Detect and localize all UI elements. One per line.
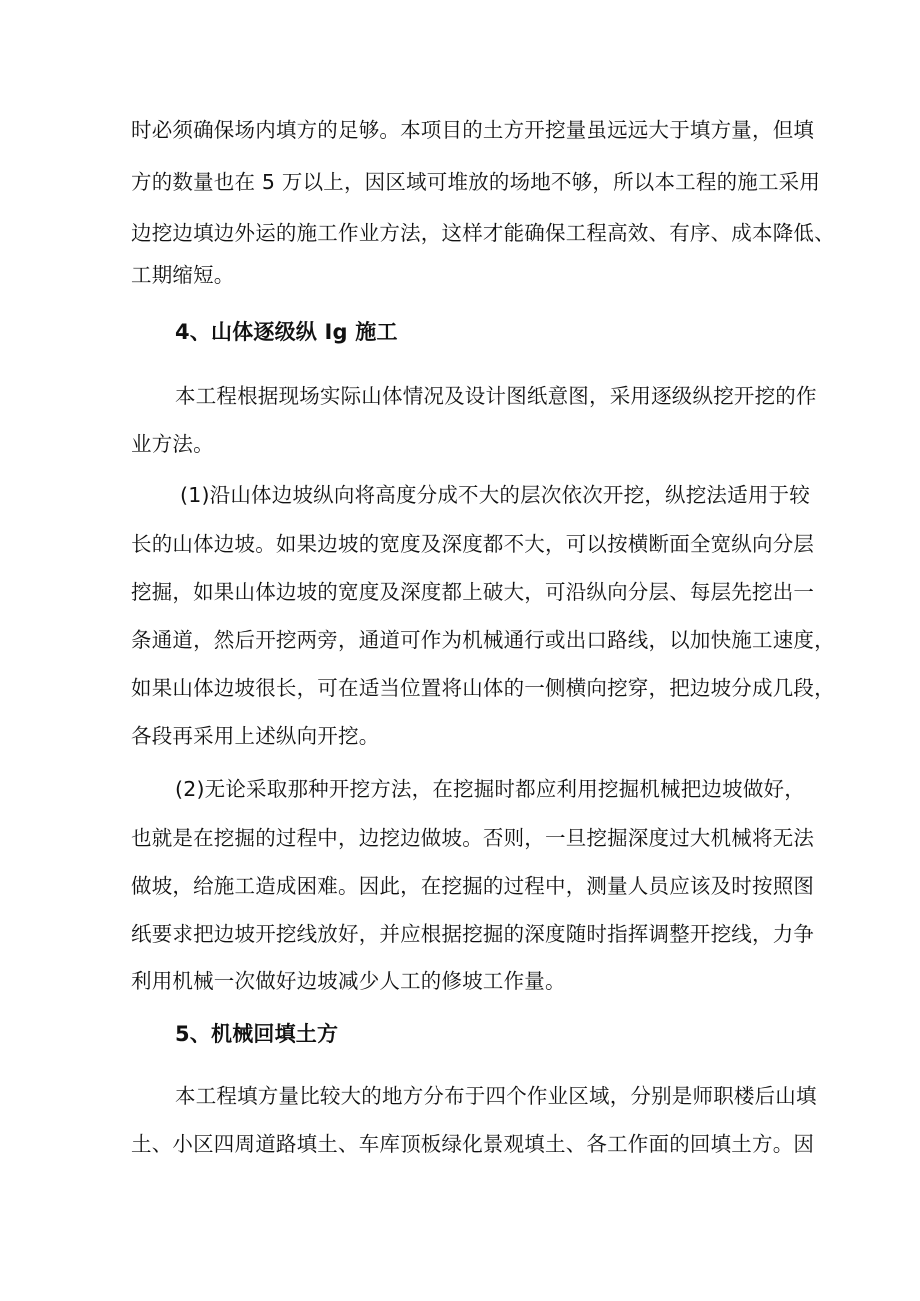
paragraph-2-line-1: 本工程根据现场实际山体情况及设计图纸意图，采用逐级纵挖开挖的作 bbox=[175, 384, 817, 408]
paragraph-4-line-3: 做坡，给施工造成困难。因此，在挖掘的过程中，测量人员应该及时按照图 bbox=[131, 874, 815, 898]
paragraph-5-line-2: 土、小区四周道路填土、车库顶板绿化景观填土、各工作面的回填土方。因 bbox=[131, 1132, 815, 1156]
paragraph-3-line-4: 条通道，然后开挖两旁，通道可作为机械通行或出口路线，以加快施工速度， bbox=[131, 628, 835, 652]
section-heading-5: 5、机械回填土方 bbox=[175, 1022, 339, 1046]
paragraph-4-line-4: 纸要求把边坡开挖线放好，并应根据挖掘的深度随时指挥调整开挖线，力争 bbox=[131, 922, 815, 946]
paragraph-5-line-1: 本工程填方量比较大的地方分布于四个作业区域，分别是师职楼后山填 bbox=[175, 1084, 817, 1108]
paragraph-4-line-2: 也就是在挖掘的过程中，边挖边做坡。否则，一旦挖掘深度过大机械将无法 bbox=[131, 826, 815, 850]
paragraph-3-line-1: (1)沿山体边坡纵向将高度分成不大的层次依次开挖，纵挖法适用于较 bbox=[180, 483, 810, 507]
paragraph-1-line-2: 方的数量也在 5 万以上，因区域可堆放的场地不够，所以本工程的施工采用 bbox=[131, 170, 821, 194]
paragraph-1-line-4: 工期缩短。 bbox=[131, 263, 235, 287]
paragraph-3-line-2: 长的山体边坡。如果边坡的宽度及深度都不大，可以按横断面全宽纵向分层 bbox=[131, 532, 815, 556]
paragraph-1-line-1: 时必须确保场内填方的足够。本项目的土方开挖量虽远远大于填方量，但填 bbox=[131, 118, 815, 142]
paragraph-3-line-5: 如果山体边坡很长，可在适当位置将山体的一侧横向挖穿，把边坡分成几段， bbox=[131, 676, 835, 700]
paragraph-4-line-1: (2)无论采取那种开挖方法，在挖掘时都应利用挖掘机械把边坡做好， bbox=[175, 777, 805, 801]
paragraph-3-line-3: 挖掘，如果山体边坡的宽度及深度都上破大，可沿纵向分层、每层先挖出一 bbox=[131, 580, 815, 604]
paragraph-3-line-6: 各段再采用上述纵向开挖。 bbox=[131, 724, 380, 748]
section-heading-4: 4、山体逐级纵 Ig 施工 bbox=[175, 320, 398, 344]
paragraph-1-line-3: 边挖边填边外运的施工作业方法，这样才能确保工程高效、有序、成本降低、 bbox=[131, 221, 835, 245]
paragraph-2-line-2: 业方法。 bbox=[131, 432, 214, 456]
paragraph-4-line-5: 利用机械一次做好边坡减少人工的修坡工作量。 bbox=[131, 969, 566, 993]
